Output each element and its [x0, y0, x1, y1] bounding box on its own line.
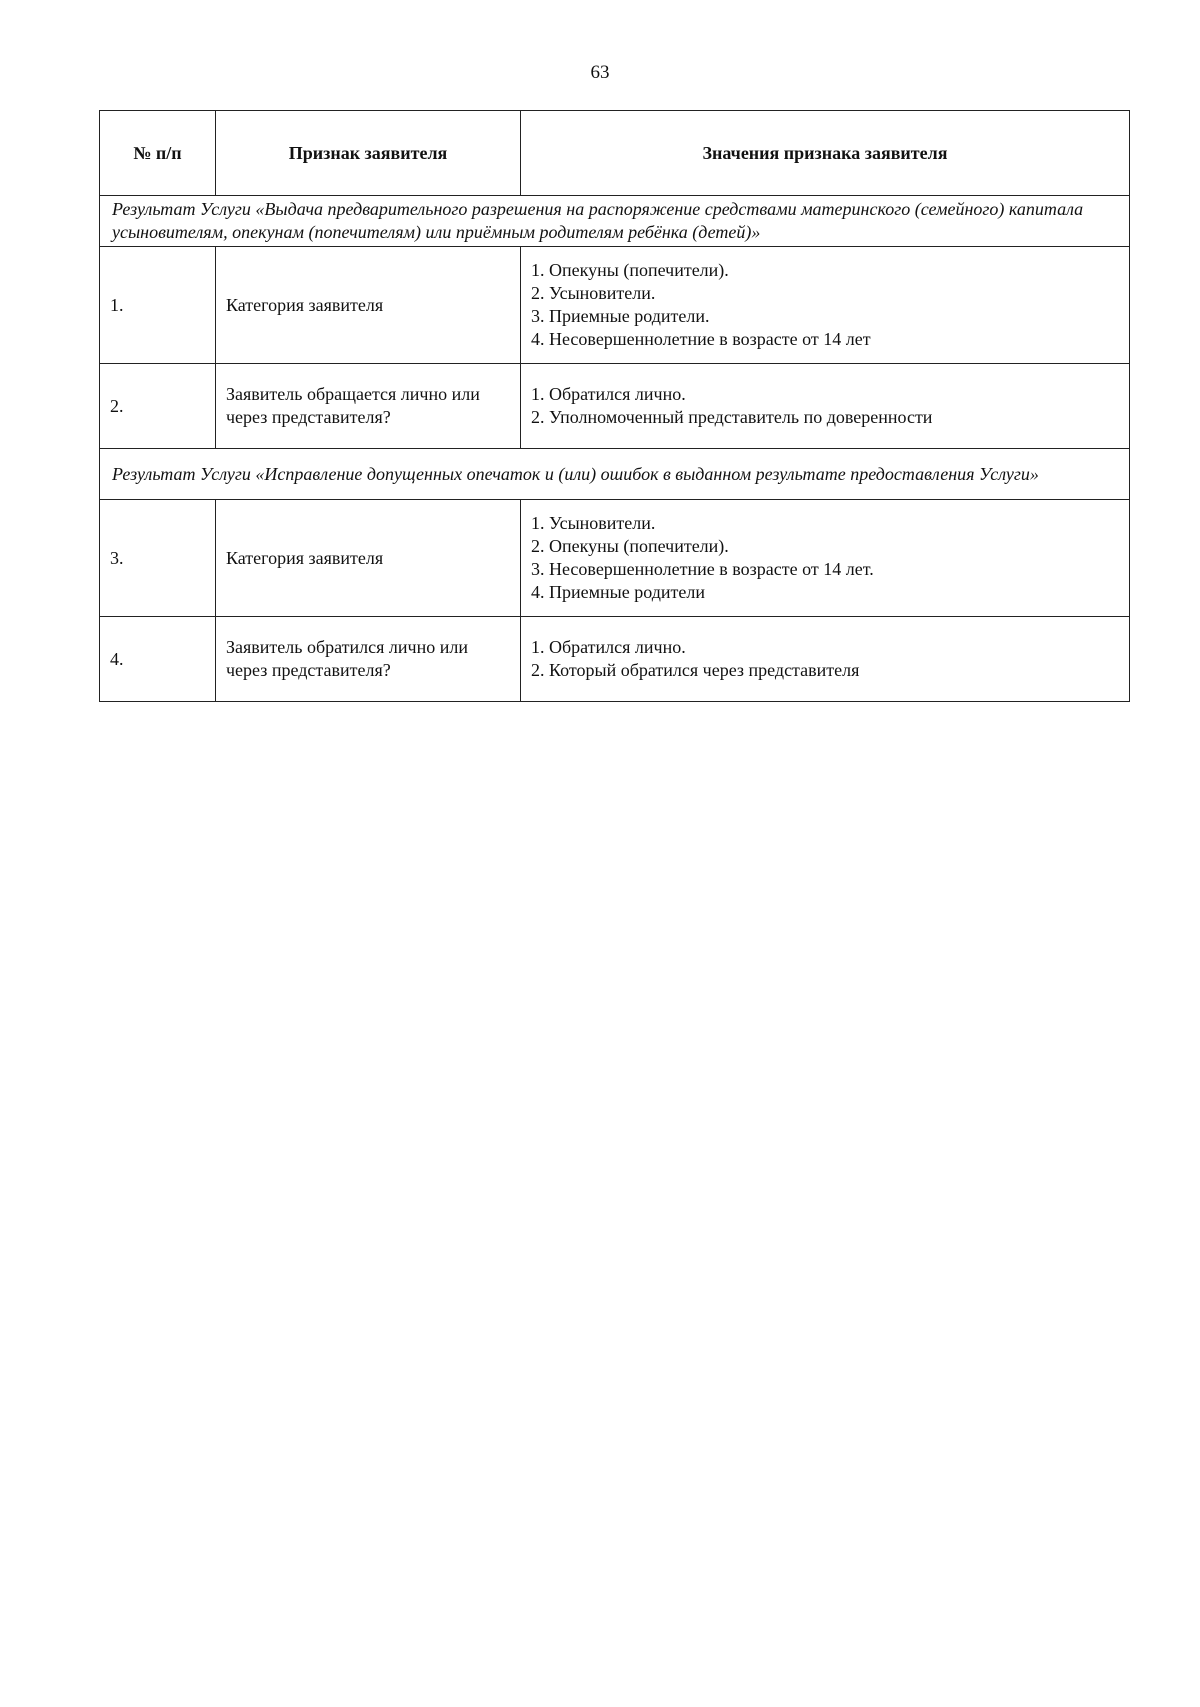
page-number: 63: [590, 62, 610, 83]
value-item: 4. Несовершеннолетние в возрасте от 14 лет: [531, 329, 871, 349]
table-row: [100, 500, 1130, 617]
value-item: 1. Обратился лично.: [531, 637, 686, 657]
table-row: [100, 617, 1130, 702]
value-item: 3. Несовершеннолетние в возрасте от 14 лет.: [531, 559, 874, 579]
value-item: 2. Который обратился через представителя: [531, 660, 860, 680]
section-title-row: [100, 196, 1130, 247]
table-header-row: [100, 111, 1130, 196]
row-attribute: Заявитель обращается лично или через представителя?: [216, 364, 521, 449]
header-values: Значения признака заявителя: [521, 111, 1130, 196]
value-item: 2. Уполномоченный представитель по доверенности: [531, 407, 933, 427]
row-number: 2.: [100, 364, 216, 449]
value-item: 2. Опекуны (попечители).: [531, 536, 729, 556]
row-values: [521, 500, 1130, 617]
value-item: 4. Приемные родители: [531, 582, 705, 602]
value-item: 1. Опекуны (попечители).: [531, 260, 729, 280]
row-attribute: Категория заявителя: [216, 500, 521, 617]
value-item: 2. Усыновители.: [531, 283, 656, 303]
section-title: Результат Услуги «Исправление допущенных опечаток и (или) ошибок в выданном результате предоставления Услуги»: [100, 449, 1130, 500]
row-attribute: Категория заявителя: [216, 247, 521, 364]
table-row: [100, 247, 1130, 364]
section-title: Результат Услуги «Выдача предварительного разрешения на распоряжение средствами материнского (семейного) капитала усыновителям, опекунам (попечителям) или приёмным родителям ребёнка (детей)»: [100, 196, 1130, 247]
row-values: [521, 247, 1130, 364]
row-number: 1.: [100, 247, 216, 364]
header-number: № п/п: [100, 111, 216, 196]
applicant-attributes-table: [99, 110, 1130, 702]
row-number: 3.: [100, 500, 216, 617]
row-attribute: Заявитель обратился лично или через представителя?: [216, 617, 521, 702]
value-item: 1. Обратился лично.: [531, 384, 686, 404]
row-number: 4.: [100, 617, 216, 702]
row-values: [521, 364, 1130, 449]
table-row: [100, 364, 1130, 449]
value-item: 1. Усыновители.: [531, 513, 656, 533]
header-attribute: Признак заявителя: [216, 111, 521, 196]
section-title-row: [100, 449, 1130, 500]
value-item: 3. Приемные родители.: [531, 306, 710, 326]
row-values: [521, 617, 1130, 702]
